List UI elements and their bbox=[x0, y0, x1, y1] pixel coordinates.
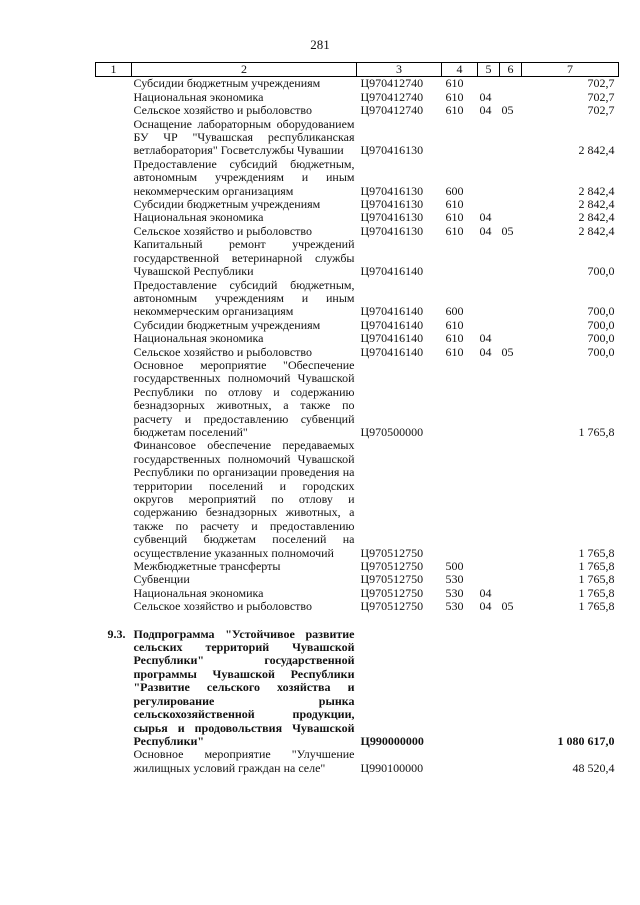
row-section bbox=[478, 359, 500, 439]
table-row bbox=[96, 238, 619, 278]
table-row bbox=[96, 211, 619, 224]
row-code: Ц970416130 bbox=[360, 143, 424, 158]
row-number bbox=[96, 319, 132, 332]
row-number bbox=[96, 198, 132, 211]
row-number bbox=[96, 77, 132, 91]
row-section bbox=[478, 118, 500, 158]
row-amount: 700,0 bbox=[587, 317, 615, 332]
row-name: Сельское хозяйство и рыболовство bbox=[133, 103, 313, 118]
row-section: 04 bbox=[479, 223, 492, 238]
row-number bbox=[96, 359, 132, 439]
row-name: Национальная экономика bbox=[133, 331, 264, 346]
row-subsection bbox=[500, 359, 522, 439]
row-amount: 2 842,4 bbox=[578, 210, 615, 225]
row-subsection: 05 bbox=[501, 103, 514, 118]
table-row bbox=[96, 279, 619, 319]
row-subsection bbox=[500, 91, 522, 104]
row-amount: 702,7 bbox=[587, 103, 615, 118]
page-number: 281 bbox=[310, 37, 330, 52]
row-name: Оснащение лабораторным оборудованием БУ ЧР "Чувашская республиканская ветлаборатория" Госветслужбы Чувашии bbox=[133, 116, 355, 158]
row-section bbox=[478, 573, 500, 586]
row-expense-type bbox=[442, 359, 478, 439]
row-amount: 700,0 bbox=[587, 304, 615, 319]
row-name: Национальная экономика bbox=[133, 89, 264, 104]
row-subsection bbox=[500, 77, 522, 91]
row-number bbox=[96, 238, 132, 278]
row-number bbox=[96, 332, 132, 345]
row-amount: 702,7 bbox=[587, 89, 615, 104]
header-row bbox=[96, 63, 619, 77]
row-code: Ц970512750 bbox=[360, 572, 424, 587]
row-name: Субсидии бюджетным учреждениям bbox=[133, 197, 321, 212]
row-name: Основное мероприятие "Улучшение жилищных условий граждан на селе" bbox=[133, 747, 355, 775]
row-code: Ц970416140 bbox=[360, 344, 424, 359]
row-expense-type: 610 bbox=[445, 89, 464, 104]
header-col-6: 6 bbox=[500, 63, 522, 77]
row-name: Национальная экономика bbox=[133, 210, 264, 225]
row-section bbox=[478, 198, 500, 211]
row-section: 04 bbox=[479, 599, 492, 614]
row-number bbox=[96, 346, 132, 359]
row-subsection bbox=[500, 319, 522, 332]
row-amount: 1 080 617,0 bbox=[557, 733, 615, 748]
row-name: Субвенции bbox=[133, 572, 190, 587]
header-col-4: 4 bbox=[442, 63, 478, 77]
row-section bbox=[478, 279, 500, 319]
table-row bbox=[96, 319, 619, 332]
row-number bbox=[96, 279, 132, 319]
row-section: 04 bbox=[479, 344, 492, 359]
row-code: Ц970416140 bbox=[360, 331, 424, 346]
row-amount: 1 765,8 bbox=[578, 424, 615, 439]
header-col-7: 7 bbox=[522, 63, 619, 77]
row-name: Сельское хозяйство и рыболовство bbox=[133, 599, 313, 614]
header-col-1: 1 bbox=[96, 63, 132, 77]
row-expense-type: 530 bbox=[445, 599, 464, 614]
row-code: Ц970416140 bbox=[360, 264, 424, 279]
row-subsection bbox=[500, 211, 522, 224]
row-code: Ц970416130 bbox=[360, 210, 424, 225]
row-code: Ц970412740 bbox=[360, 76, 424, 91]
row-code: Ц970412740 bbox=[360, 89, 424, 104]
row-subsection bbox=[500, 332, 522, 345]
row-subsection: 05 bbox=[501, 599, 514, 614]
row-section bbox=[478, 77, 500, 91]
row-number bbox=[96, 560, 132, 573]
row-expense-type: 500 bbox=[445, 559, 464, 574]
row-section bbox=[478, 238, 500, 278]
table-row bbox=[96, 439, 619, 560]
row-amount: 1 765,8 bbox=[578, 572, 615, 587]
row-expense-type: 600 bbox=[445, 304, 464, 319]
row-section: 04 bbox=[479, 89, 492, 104]
row-section bbox=[478, 748, 500, 775]
header-col-5: 5 bbox=[478, 63, 500, 77]
row-name: Межбюджетные трансферты bbox=[133, 559, 281, 574]
row-subsection bbox=[500, 628, 522, 749]
table-row bbox=[96, 600, 619, 613]
row-code: Ц970416130 bbox=[360, 183, 424, 198]
table-body bbox=[96, 77, 619, 775]
row-amount: 2 842,4 bbox=[578, 183, 615, 198]
row-code: Ц990000000 bbox=[360, 733, 424, 748]
row-name: Национальная экономика bbox=[133, 585, 264, 600]
row-code: Ц970416140 bbox=[360, 304, 424, 319]
row-expense-type: 610 bbox=[445, 317, 464, 332]
table-row bbox=[96, 158, 619, 198]
row-name: Сельское хозяйство и рыболовство bbox=[133, 344, 313, 359]
table-row bbox=[96, 359, 619, 439]
row-amount: 1 765,8 bbox=[578, 545, 615, 560]
row-amount: 700,0 bbox=[587, 344, 615, 359]
row-number bbox=[96, 748, 132, 775]
row-amount: 702,7 bbox=[587, 76, 615, 91]
table-row bbox=[96, 346, 619, 359]
header-col-3: 3 bbox=[357, 63, 442, 77]
table-row bbox=[96, 628, 619, 749]
row-subsection bbox=[500, 573, 522, 586]
row-code: Ц970416130 bbox=[360, 223, 424, 238]
row-section bbox=[478, 439, 500, 560]
row-subsection: 05 bbox=[501, 344, 514, 359]
row-expense-type: 600 bbox=[445, 183, 464, 198]
row-number bbox=[96, 158, 132, 198]
table-row bbox=[96, 198, 619, 211]
row-name: Субсидии бюджетным учреждениям bbox=[133, 76, 321, 91]
row-code: Ц970416130 bbox=[360, 197, 424, 212]
row-expense-type: 610 bbox=[445, 76, 464, 91]
row-section: 04 bbox=[479, 103, 492, 118]
row-subsection bbox=[500, 158, 522, 198]
row-name: Сельское хозяйство и рыболовство bbox=[133, 223, 313, 238]
row-amount: 2 842,4 bbox=[578, 197, 615, 212]
row-amount: 1 765,8 bbox=[578, 585, 615, 600]
row-amount: 700,0 bbox=[587, 331, 615, 346]
row-amount: 1 765,8 bbox=[578, 559, 615, 574]
row-amount: 2 842,4 bbox=[578, 223, 615, 238]
row-code: Ц970500000 bbox=[360, 424, 424, 439]
row-section bbox=[478, 158, 500, 198]
row-name: Предоставление субсидий бюджетным, автономным учреждениям и иным некоммерческим организациям bbox=[133, 156, 355, 198]
row-amount: 48 520,4 bbox=[572, 760, 615, 775]
row-subsection bbox=[500, 118, 522, 158]
row-number bbox=[96, 211, 132, 224]
table-row bbox=[96, 91, 619, 104]
row-expense-type: 610 bbox=[445, 103, 464, 118]
row-amount: 2 842,4 bbox=[578, 143, 615, 158]
row-number: 9.3. bbox=[107, 626, 126, 641]
row-subsection bbox=[500, 748, 522, 775]
row-name: Субсидии бюджетным учреждениям bbox=[133, 317, 321, 332]
row-expense-type: 610 bbox=[445, 223, 464, 238]
table-row bbox=[96, 748, 619, 775]
row-subsection bbox=[500, 279, 522, 319]
table-row bbox=[96, 587, 619, 600]
row-expense-type: 530 bbox=[445, 572, 464, 587]
row-code: Ц970512750 bbox=[360, 599, 424, 614]
row-subsection bbox=[500, 238, 522, 278]
row-code: Ц970512750 bbox=[360, 559, 424, 574]
row-amount: 700,0 bbox=[587, 264, 615, 279]
row-number bbox=[96, 600, 132, 613]
row-number bbox=[96, 91, 132, 104]
row-subsection: 05 bbox=[501, 223, 514, 238]
row-name: Основное мероприятие "Обеспечение государственных полномочий Чувашской Республики по отлову и содержанию безнадзорных животных, а также по расчету и предоставлению субвенций бюджетам поселений" bbox=[133, 357, 355, 439]
row-section: 04 bbox=[479, 331, 492, 346]
row-code: Ц970512750 bbox=[360, 545, 424, 560]
budget-table bbox=[95, 62, 619, 775]
row-section bbox=[478, 319, 500, 332]
row-expense-type bbox=[442, 118, 478, 158]
row-number bbox=[96, 225, 132, 238]
table-row bbox=[96, 225, 619, 238]
row-code: Ц970412740 bbox=[360, 103, 424, 118]
row-expense-type bbox=[442, 628, 478, 749]
row-expense-type: 530 bbox=[445, 585, 464, 600]
row-name: Финансовое обеспечение передаваемых государственных полномочий Чувашской Республики по организации проведения на территории поселений и городских округов мероприятий по отлову и содержанию безнадзорных животных, а также по расчету и предоставлению субвенций бюджетам поселений на осуществление указанных полномочий bbox=[133, 438, 355, 560]
row-code: Ц990100000 bbox=[360, 760, 424, 775]
row-name: Подпрограмма "Устойчивое развитие сельских территорий Чувашской Республики" государственной программы Чувашской Республики "Развитие сельского хозяйства и регулирование рынка сельскохозяйственной продукции, сырья и продовольствия Чувашской Республики" bbox=[133, 626, 355, 748]
row-subsection bbox=[500, 587, 522, 600]
row-subsection bbox=[500, 560, 522, 573]
row-expense-type: 610 bbox=[445, 197, 464, 212]
row-name: Капитальный ремонт учреждений государственной ветеринарной службы Чувашской Республики bbox=[133, 237, 355, 279]
row-section: 04 bbox=[479, 585, 492, 600]
row-expense-type: 610 bbox=[445, 210, 464, 225]
row-spacer bbox=[96, 614, 619, 628]
row-section: 04 bbox=[479, 210, 492, 225]
row-section bbox=[478, 560, 500, 573]
row-name: Предоставление субсидий бюджетным, автономным учреждениям и иным некоммерческим организациям bbox=[133, 277, 355, 319]
header-col-2: 2 bbox=[132, 63, 357, 77]
table-row bbox=[96, 77, 619, 91]
row-subsection bbox=[500, 439, 522, 560]
row-expense-type bbox=[442, 748, 478, 775]
row-number bbox=[96, 587, 132, 600]
row-section bbox=[478, 628, 500, 749]
row-number bbox=[96, 104, 132, 117]
row-code: Ц970416140 bbox=[360, 317, 424, 332]
table-row bbox=[96, 573, 619, 586]
row-number bbox=[96, 573, 132, 586]
row-number bbox=[96, 118, 132, 158]
row-number bbox=[96, 439, 132, 560]
row-subsection bbox=[500, 198, 522, 211]
row-expense-type: 610 bbox=[445, 331, 464, 346]
table-row bbox=[96, 104, 619, 117]
row-code: Ц970512750 bbox=[360, 585, 424, 600]
table-row bbox=[96, 560, 619, 573]
row-expense-type: 610 bbox=[445, 344, 464, 359]
row-expense-type bbox=[442, 238, 478, 278]
row-expense-type bbox=[442, 439, 478, 560]
table-row bbox=[96, 118, 619, 158]
table-row bbox=[96, 332, 619, 345]
row-amount: 1 765,8 bbox=[578, 599, 615, 614]
